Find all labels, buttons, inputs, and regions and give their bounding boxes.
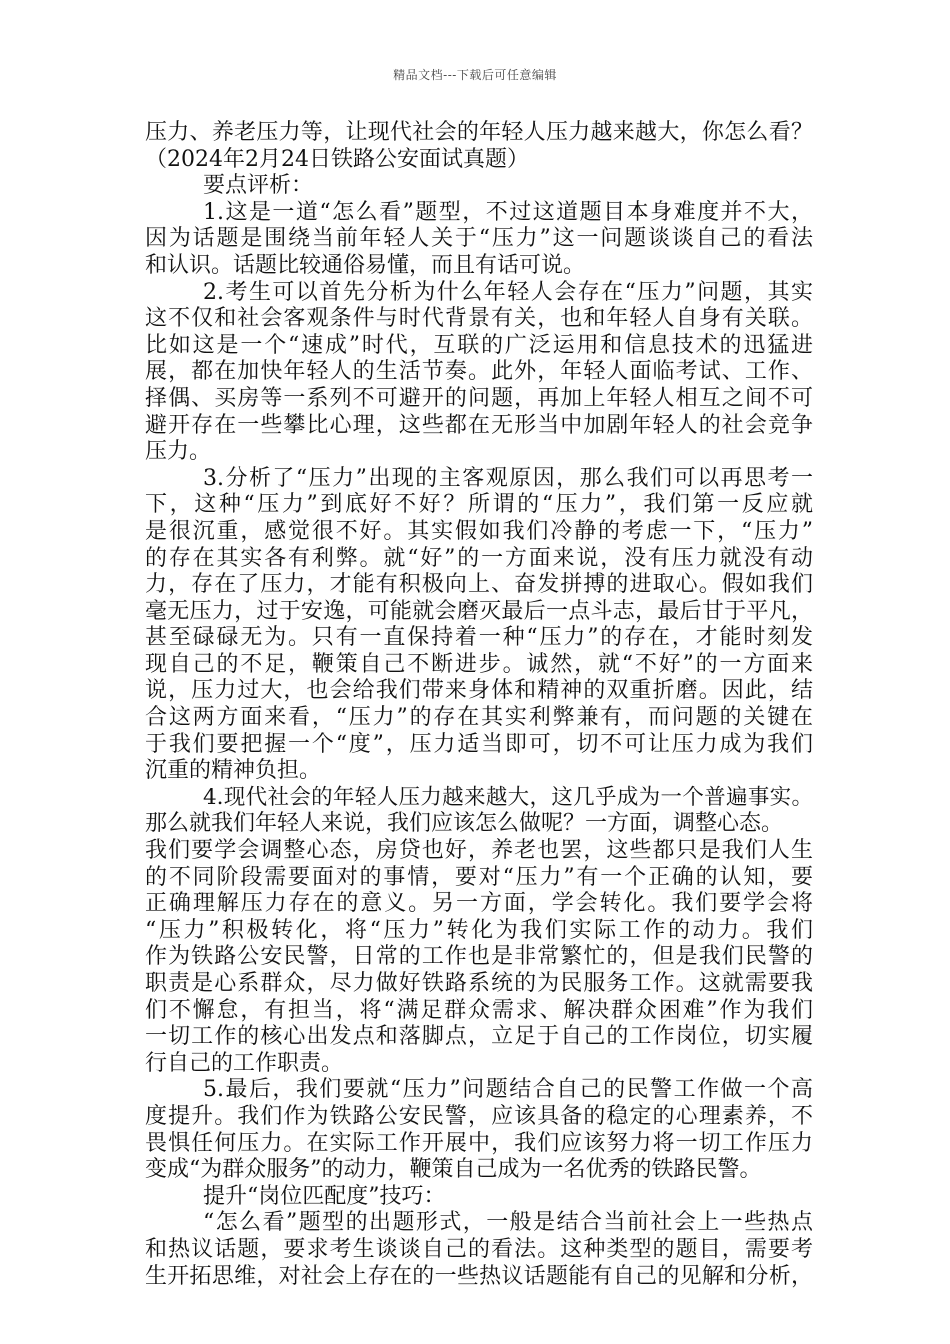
text-line: 避开存在一些攀比心理，这些都在无形当中加剧年轻人的社会竞争 — [145, 412, 813, 438]
text-line: 3.分析了“压力”出现的主客观原因，那么我们可以再思考一 — [203, 465, 813, 491]
text-line: 说，压力过大，也会给我们带来身体和精神的双重折磨。因此，结 — [145, 678, 813, 704]
text-line: 们不懈怠，有担当，将“满足群众需求、解决群众困难”作为我们 — [145, 997, 813, 1023]
text-line: 作为铁路公安民警，日常的工作也是非常繁忙的，但是我们民警的 — [145, 944, 813, 970]
text-line: 那么就我们年轻人来说，我们应该怎么做呢？一方面，调整心态。 — [145, 811, 784, 837]
text-line: 正确理解压力存在的意义。另一方面，学会转化。我们要学会将 — [145, 891, 813, 917]
text-line: 因为话题是围绕当前年轻人关于“压力”这一问题谈谈自己的看法 — [145, 226, 813, 252]
text-line: 的存在其实各有利弊。就“好”的一方面来说，没有压力就没有动 — [145, 545, 813, 571]
text-line: 压力、养老压力等，让现代社会的年轻人压力越来越大，你怎么看？ — [145, 120, 813, 145]
text-line: 和热议话题，要求考生谈谈自己的看法。这种类型的题目，需要考 — [145, 1236, 813, 1262]
text-line: 合这两方面来看，“压力”的存在其实利弊兼有，而问题的关键在 — [145, 705, 813, 731]
text-line: 1.这是一道“怎么看”题型，不过这道题目本身难度并不大， — [203, 199, 813, 225]
text-line: 4.现代社会的年轻人压力越来越大，这几乎成为一个普遍事实。 — [203, 784, 813, 810]
text-line: 度提升。我们作为铁路公安民警，应该具备的稳定的心理素养，不 — [145, 1103, 813, 1129]
text-line: 畏惧任何压力。在实际工作开展中，我们应该努力将一切工作压力 — [145, 1130, 813, 1156]
text-line: 2.考生可以首先分析为什么年轻人会存在“压力”问题，其实 — [203, 279, 813, 305]
text-line: 提升“岗位匹配度”技巧： — [203, 1183, 446, 1209]
text-line: 和认识。话题比较通俗易懂，而且有话可说。 — [145, 252, 586, 278]
text-line: 现自己的不足，鞭策自己不断进步。诚然，就“不好”的一方面来 — [145, 651, 813, 677]
page-header: 精品文档---下载后可任意编辑 — [393, 68, 557, 82]
text-line: 5.最后，我们要就“压力”问题结合自己的民警工作做一个高 — [203, 1077, 813, 1103]
text-line: 毫无压力，过于安逸，可能就会磨灭最后一点斗志，最后甘于平凡， — [145, 598, 813, 624]
text-line: 一切工作的核心出发点和落脚点，立足于自己的工作岗位，切实履 — [145, 1024, 813, 1050]
text-line: “怎么看”题型的出题形式，一般是结合当前社会上一些热点 — [203, 1210, 813, 1236]
text-line: 的不同阶段需要面对的事情，要对“压力”有一个正确的认知，要 — [145, 864, 813, 890]
document-body — [145, 120, 813, 1290]
text-line: 职责是心系群众，尽力做好铁路系统的为民服务工作。这就需要我 — [145, 971, 813, 996]
text-line: 比如这是一个“速成”时代，互联的广泛运用和信息技术的迅猛进 — [145, 332, 813, 358]
text-line: 生开拓思维，对社会上存在的一些热议话题能有自己的见解和分析， — [145, 1263, 813, 1289]
text-line: 沉重的精神负担。 — [145, 758, 322, 784]
text-line: 要点评析： — [203, 173, 314, 199]
text-line: 甚至碌碌无为。只有一直保持着一种“压力”的存在，才能时刻发 — [145, 625, 813, 651]
text-line: 压力。 — [145, 439, 212, 465]
text-line: “压力”积极转化，将“压力”转化为我们实际工作的动力。我们 — [145, 917, 813, 943]
text-line: 下，这种“压力”到底好不好？所谓的“压力”，我们第一反应就 — [145, 492, 813, 518]
text-line: 于我们要把握一个“度”，压力适当即可，切不可让压力成为我们 — [145, 731, 813, 757]
text-line: 变成“为群众服务”的动力，鞭策自己成为一名优秀的铁路民警。 — [145, 1157, 762, 1183]
text-line: 力，存在了压力，才能有积极向上、奋发拼搏的进取心。假如我们 — [145, 572, 813, 598]
text-line: 这不仅和社会客观条件与时代背景有关，也和年轻人自身有关联。 — [145, 306, 813, 332]
text-line: 行自己的工作职责。 — [145, 1050, 344, 1076]
text-line: 我们要学会调整心态，房贷也好，养老也罢，这些都只是我们人生 — [145, 838, 813, 864]
text-line: 展，都在加快年轻人的生活节奏。此外，年轻人面临考试、工作、 — [145, 359, 813, 385]
text-line: 择偶、买房等一系列不可避开的问题，再加上年轻人相互之间不可 — [145, 385, 813, 411]
text-line: 是很沉重，感觉很不好。其实假如我们冷静的考虑一下，“压力” — [145, 518, 813, 544]
text-line: （2024年2月24日铁路公安面试真题） — [145, 146, 529, 172]
